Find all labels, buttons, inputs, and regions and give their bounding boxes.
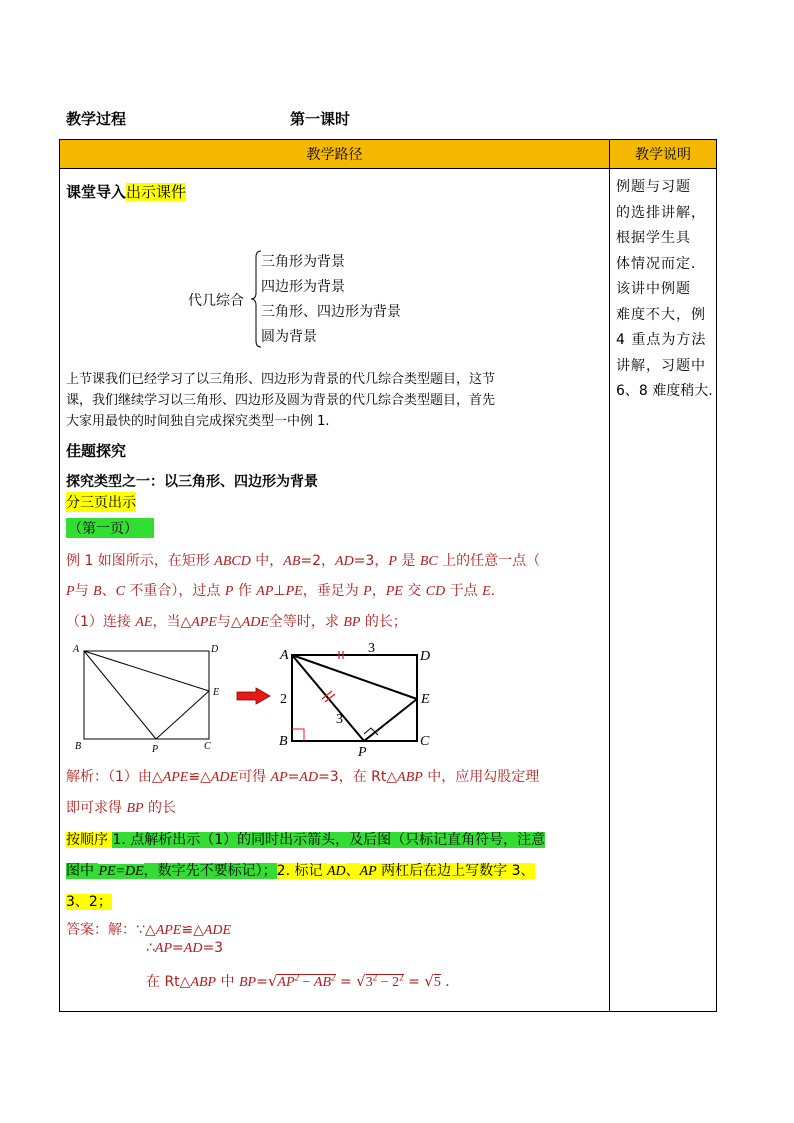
an-text: 即可求得: [66, 800, 127, 816]
ins-text: （只标记直角符号，注意: [391, 832, 546, 848]
figure-1: [70, 643, 225, 753]
q-text: ，当△: [152, 614, 192, 630]
an-text: 可得: [238, 769, 271, 785]
ans-text: 中: [216, 974, 239, 990]
fig1-pe: [156, 691, 209, 739]
an-text: 的长: [143, 800, 177, 816]
ans-text: =: [172, 940, 184, 956]
note-line: 例题与习题: [616, 179, 691, 195]
intro-tag: 出示课件: [126, 183, 187, 201]
ans-text: ≌△: [181, 922, 204, 938]
ex-var: CD: [425, 584, 446, 599]
fig2-label: P: [358, 745, 367, 756]
note-line: 体情况而定.: [616, 255, 697, 272]
sqrt-icon: √: [356, 972, 366, 990]
ans-text: .: [440, 974, 450, 990]
instruction-line-3: [66, 891, 112, 911]
ans-text: =: [256, 974, 268, 990]
ins-var: AP: [359, 864, 377, 879]
q-text: 全等时，求: [268, 614, 344, 630]
an-text: ≌: [188, 769, 201, 785]
col-path-header: 教学路径: [60, 140, 610, 169]
intro-paragraph-line: 上节课我们已经学习了以三角形、四边形为背景的代几综合类型题目，这节: [66, 372, 496, 387]
ans-text: =: [335, 974, 357, 990]
ans-text: −: [299, 975, 314, 990]
ex-var: AD: [335, 554, 354, 569]
ins-text: 两杠后在边上写数字 3、: [376, 863, 535, 879]
red-arrow-icon: [236, 687, 272, 705]
instruction-line-1: [66, 829, 545, 849]
ex-text: 与: [74, 583, 94, 599]
fig1-label: D: [211, 644, 219, 655]
ex-var: BC: [419, 554, 438, 569]
fig2-label: B: [279, 734, 288, 749]
ans-text: − 2: [377, 975, 400, 990]
header-center: 第一课时: [290, 110, 351, 128]
ans-var: BP: [239, 975, 257, 990]
ex-var: C: [115, 584, 125, 599]
ans-text: =: [403, 974, 425, 990]
an-text: =: [287, 769, 300, 785]
intro-paragraph-line: 大家用最快的时间独自完成探究类型一中例 1.: [66, 414, 330, 429]
ins-var: PE=DE: [98, 864, 144, 879]
q-var: BP: [343, 615, 361, 630]
ans-sup: 2: [331, 972, 336, 983]
note-line: 难度不大，例: [616, 306, 706, 323]
ans-text: ∴: [146, 940, 155, 956]
fig2-label: A: [280, 648, 289, 663]
fig1-label: A: [73, 644, 80, 655]
right-angle-mark-b: [292, 729, 304, 741]
ex-text: 于点: [445, 583, 483, 599]
fig1-ae: [84, 651, 209, 691]
an-var: ADE: [210, 770, 239, 785]
intro-title-line: [66, 181, 186, 202]
ans-var: ABP: [190, 975, 217, 990]
ex-text: 上的任意一点（: [437, 553, 541, 569]
an-var: AP: [270, 770, 288, 785]
ans-sup: 2: [294, 972, 300, 983]
an-text: △: [200, 769, 211, 785]
fig2-label: D: [420, 649, 431, 664]
ins-text: 3、2；: [66, 894, 112, 910]
tree-root: 代几综合: [188, 293, 244, 309]
q-var: APE: [191, 615, 217, 630]
sqrt-radicand: [277, 974, 335, 990]
ex-text: 、: [101, 583, 116, 599]
ans-var: AP: [277, 975, 295, 990]
ex-var: E: [482, 584, 491, 599]
q-var: ADE: [241, 615, 269, 630]
col-note-header: 教学说明: [610, 140, 717, 169]
ex-text: 交: [402, 583, 426, 599]
intro-paragraph-line: 课，我们继续学习以三角形、四边形及圆为背景的代几综合类型题目，首先: [66, 393, 496, 408]
ans-var: APE: [155, 923, 182, 938]
fig1-label: E: [213, 687, 220, 698]
fig1-ap: [84, 651, 156, 739]
fig2-len: 3: [336, 712, 343, 727]
ans-text: =3: [202, 940, 224, 956]
ex-var: PE: [385, 584, 403, 599]
answer-line-3: [146, 971, 450, 991]
an-text: =3，在 Rt: [318, 769, 387, 785]
analysis-line-2: [66, 797, 176, 817]
sqrt-radicand: [366, 974, 404, 990]
an-var: AD: [299, 770, 319, 785]
ex-var: P: [66, 584, 75, 599]
an-text: △: [386, 769, 398, 785]
ex-text: ，垂足为: [302, 583, 364, 599]
ex-var: ABCD: [214, 554, 251, 569]
ans-var: ADE: [203, 923, 232, 938]
fig2-label: E: [421, 692, 430, 707]
ins-text: ，数字先不要标记）；: [143, 863, 277, 879]
an-text: 中，应用勾股定理: [422, 769, 540, 785]
lesson-table: [59, 139, 717, 1012]
ins-text: 、: [345, 863, 360, 879]
q-var: AE: [135, 615, 153, 630]
an-var: BP: [126, 801, 144, 816]
tree-branch: 圆为背景: [261, 329, 317, 345]
ex-text: 例 1 如图所示，在矩形: [66, 553, 215, 569]
fig2-pe: [364, 699, 417, 741]
ex-var: P: [363, 584, 372, 599]
ans-text: 5: [433, 975, 441, 990]
ex-text: ⊥: [273, 583, 286, 599]
ex-text: 不重合），过点: [124, 583, 225, 599]
ans-text: 3: [365, 975, 373, 990]
tree-branch: 三角形、四边形为背景: [261, 304, 401, 320]
ex-var: P: [224, 584, 234, 599]
an-text: △: [151, 769, 163, 785]
an-var: ABP: [397, 770, 423, 785]
ans-var: AB: [313, 975, 332, 990]
ex-var: B: [93, 584, 102, 599]
ex-var: AP: [256, 584, 274, 599]
ins-text: 2. 标记: [276, 863, 327, 879]
ex-text: ，: [371, 583, 386, 599]
fig1-label: B: [75, 741, 82, 752]
section-title: 佳题探究: [66, 442, 127, 460]
ex-var: PE: [285, 584, 303, 599]
example-line-1: [66, 550, 540, 570]
sqrt-icon: √: [424, 972, 434, 990]
ex-text: 作: [233, 583, 257, 599]
ex-var: P: [388, 554, 397, 569]
ins-text: 1. 点解析出示（1）的同时出示箭头，及后图: [112, 832, 392, 848]
q-text: （1）连接: [66, 614, 136, 630]
ans-var: AP: [154, 941, 173, 956]
fig2-label: C: [420, 734, 430, 749]
example-line-2: [66, 580, 495, 600]
teaching-path-cell: [60, 169, 610, 1012]
ans-sup: 2: [372, 972, 378, 983]
teaching-note-cell: [610, 169, 717, 1012]
question-1: [66, 611, 407, 631]
tree-branch: 三角形为背景: [261, 254, 345, 270]
ex-text: 是: [396, 553, 420, 569]
note-line: 该讲中例题: [616, 281, 691, 297]
ex-text: =3，: [353, 553, 389, 569]
analysis-line-1: [66, 766, 539, 786]
note-line: 6、8 难度稍大.: [616, 383, 713, 399]
fig1-label: P: [152, 744, 159, 753]
answer-line-1: [66, 919, 231, 939]
note-line: 根据学生具: [616, 230, 691, 246]
an-text: 解析：（1）由: [66, 769, 152, 785]
ex-text: 中，: [250, 553, 284, 569]
ex-text: =2，: [300, 553, 336, 569]
figure-2: [278, 641, 438, 756]
fig2-len: 2: [280, 692, 287, 707]
sqrt-icon: √: [267, 972, 278, 990]
header-left: 教学过程: [66, 110, 127, 128]
q-text: 与△: [216, 614, 242, 630]
ans-text: 在 Rt△: [146, 974, 191, 990]
ins-var: AD: [326, 864, 346, 879]
ex-text: .: [490, 583, 496, 599]
ans-text: 答案：解：∵△: [66, 922, 156, 938]
ex-var: AB: [283, 554, 301, 569]
show-note: 分三页出示: [66, 492, 136, 512]
instruction-line-2: [66, 860, 535, 880]
note-line: 的选排讲解，: [616, 204, 706, 221]
note-line: 4 重点为方法: [616, 332, 707, 348]
tree-branch: 四边形为背景: [261, 279, 345, 295]
page-tag: （第一页）: [66, 518, 154, 538]
answer-line-2: [146, 940, 223, 957]
ins-text: 按顺序: [66, 832, 113, 848]
fig2-len: 3: [368, 641, 375, 656]
type1-title: 探究类型之一：以三角形、四边形为背景: [66, 474, 318, 490]
note-line: 讲解，习题中: [616, 357, 706, 374]
ins-text: 图中: [66, 863, 99, 879]
an-var: APE: [162, 770, 189, 785]
fig1-label: C: [204, 741, 211, 752]
ans-var: AD: [183, 941, 203, 956]
intro-title: 课堂导入: [66, 183, 127, 201]
ans-sup: 2: [399, 972, 404, 983]
fig1-rect: [84, 651, 209, 739]
q-text: 的长；: [360, 614, 407, 630]
